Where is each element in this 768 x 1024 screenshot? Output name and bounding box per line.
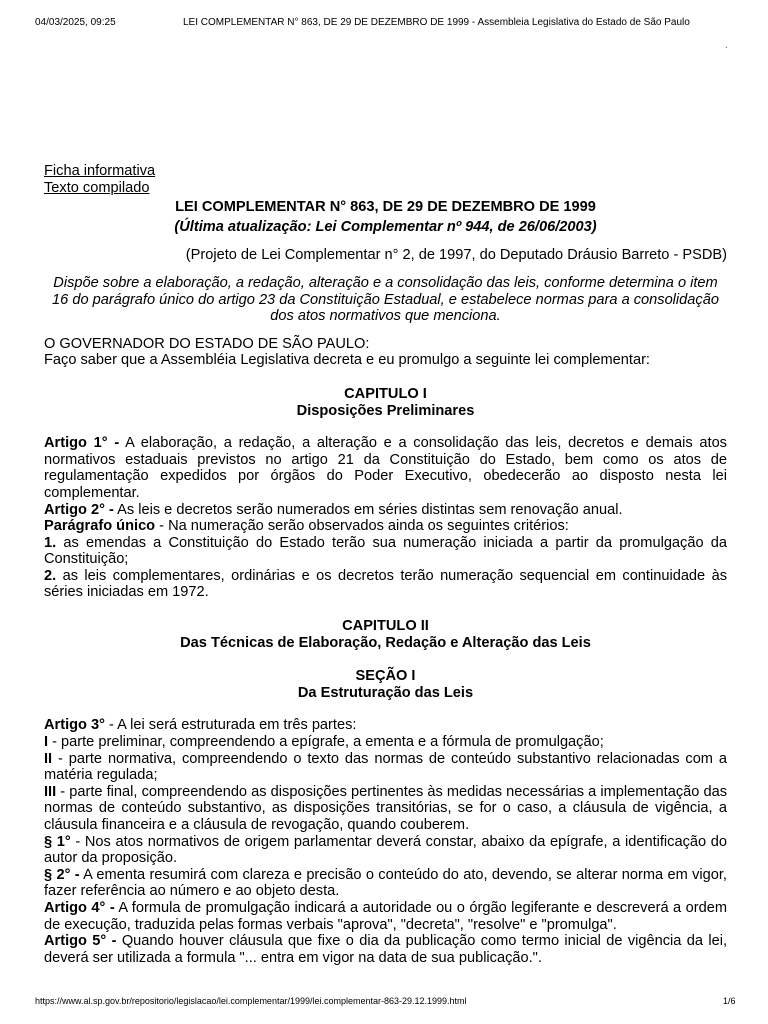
article-2-label: Artigo 2° - (44, 501, 114, 518)
print-page-number: 1/6 (723, 996, 736, 1006)
article-1-text: A elaboração, a redação, a alteração e a consolidação das leis, decretos e demais atos normativos estaduais previstos no artigo 21 da Constituição do Estado, bem como os atos de regulamentação expedidos por órgãos do Poder Executivo, obedecerão ao disposto nesta lei complementar. (44, 435, 727, 501)
paragrafo-unico-label: Parágrafo único (44, 518, 156, 535)
governor-line: O GOVERNADOR DO ESTADO DE SÃO PAULO: (44, 335, 370, 352)
inciso-iii-label: III (44, 783, 57, 800)
inciso-i (44, 734, 727, 751)
article-5-label: Artigo 5° - (44, 933, 117, 950)
section-1-title: SEÇÃO I (355, 668, 416, 685)
print-datetime: 04/03/2025, 09:25 (35, 17, 116, 28)
section-1-subtitle: Da Estruturação das Leis (297, 684, 474, 701)
inciso-ii-text: - parte normativa, compreendendo o texto das normas de conteúdo substantivo relacionadas com a matéria regulada; (44, 750, 727, 784)
paragraph-1-text: - Nos atos normativos de origem parlamentar deverá constar, abaixo da epígrafe, a identificação do autor da proposição. (44, 833, 727, 867)
inciso-iii-text: - parte final, compreendendo as disposições pertinentes às medidas necessárias a implementação das normas de conteúdo substantivo, as disposições transitórias, se for o caso, a cláusula de vigência, a cláusula financeira e a cláusula de revogação, quando couberem. (44, 783, 727, 833)
inciso-i-text: - parte preliminar, compreendendo a epígrafe, a ementa e a fórmula de promulgação; (48, 734, 604, 751)
article-2 (44, 502, 727, 519)
promulgation-line: Faço saber que a Assembléia Legislativa decreta e eu promulgo a seguinte lei complementar: (44, 352, 650, 369)
paragraph-2 (44, 867, 727, 900)
paragraph-1-label: § 1° (44, 833, 71, 850)
article-5 (44, 933, 727, 966)
ficha-informativa-link[interactable]: Ficha informativa (44, 163, 156, 179)
law-title: LEI COMPLEMENTAR N° 863, DE 29 DE DEZEMBRO DE 1999 (175, 199, 596, 216)
print-footer-url: https://www.al.sp.gov.br/repositorio/legislacao/lei.complementar/1999/lei.complementar-863-29.12.1999.html (35, 996, 467, 1006)
item-2 (44, 568, 727, 601)
header-dot: . (725, 40, 728, 51)
article-4-text: A formula de promulgação indicará a autoridade ou o órgão legiferante e descreverá a ordem de execução, traduzida pelas formas verbais "aprova", "decreta", "resolve" e "promulga". (44, 899, 727, 933)
paragraph-2-text: A ementa resumirá com clareza e precisão o conteúdo do ato, devendo, se alterar norma em vigor, fazer referência ao número e ao objeto desta. (44, 866, 727, 900)
item-1-text: as emendas a Constituição do Estado terão sua numeração iniciada a partir da promulgação da Constituição; (44, 534, 727, 568)
chapter-2-subtitle: Das Técnicas de Elaboração, Redação e Alteração das Leis (180, 634, 591, 651)
article-3 (44, 717, 727, 734)
article-4-label: Artigo 4° - (44, 899, 115, 916)
paragrafo-unico-text: - Na numeração serão observados ainda os seguintes critérios: (155, 518, 569, 535)
article-1 (44, 435, 727, 501)
law-update-note: (Última atualização: Lei Complementar nº 944, de 26/06/2003) (174, 218, 597, 235)
document-content (44, 163, 727, 966)
law-ementa: Dispõe sobre a elaboração, a redação, alteração e a consolidação das leis, conforme determina o item 16 do parágrafo único do artigo 23 da Constituição Estadual, e estabelece normas para a consolidação dos atos normativos que menciona. (52, 274, 719, 325)
paragraph-1 (44, 834, 727, 867)
inciso-ii-label: II (44, 750, 53, 767)
paragraph-2-label: § 2° - (44, 866, 80, 883)
law-project-note: (Projeto de Lei Complementar n° 2, de 1997, do Deputado Dráusio Barreto - PSDB) (185, 247, 727, 264)
item-1 (44, 535, 727, 568)
item-2-text: as leis complementares, ordinárias e os decretos terão numeração sequencial em continuidade às séries iniciadas em 1972. (44, 567, 727, 601)
paragrafo-unico (44, 518, 727, 535)
item-1-label: 1. (44, 534, 57, 551)
inciso-iii (44, 784, 727, 834)
article-4 (44, 900, 727, 933)
article-3-label: Artigo 3° (44, 717, 105, 734)
inciso-ii (44, 751, 727, 784)
article-1-label: Artigo 1° - (44, 435, 120, 452)
article-2-text: As leis e decretos serão numerados em séries distintas sem renovação anual. (113, 501, 623, 518)
chapter-2-title: CAPITULO II (342, 618, 429, 635)
print-page-title: LEI COMPLEMENTAR N° 863, DE 29 DE DEZEMBRO DE 1999 - Assembleia Legislativa do Estado de São Paulo (183, 17, 690, 28)
chapter-1-title: CAPITULO I (344, 385, 427, 402)
item-2-label: 2. (44, 567, 57, 584)
article-5-text: Quando houver cláusula que fixe o dia da publicação como termo inicial de vigência da lei, deverá ser utilizada a formula "... entra em vigor na data de sua publicação.". (44, 933, 727, 966)
chapter-1-subtitle: Disposições Preliminares (296, 402, 475, 419)
inciso-i-label: I (44, 734, 49, 751)
article-3-text: - A lei será estruturada em três partes: (104, 717, 357, 734)
texto-compilado-link[interactable]: Texto compilado (44, 179, 150, 196)
